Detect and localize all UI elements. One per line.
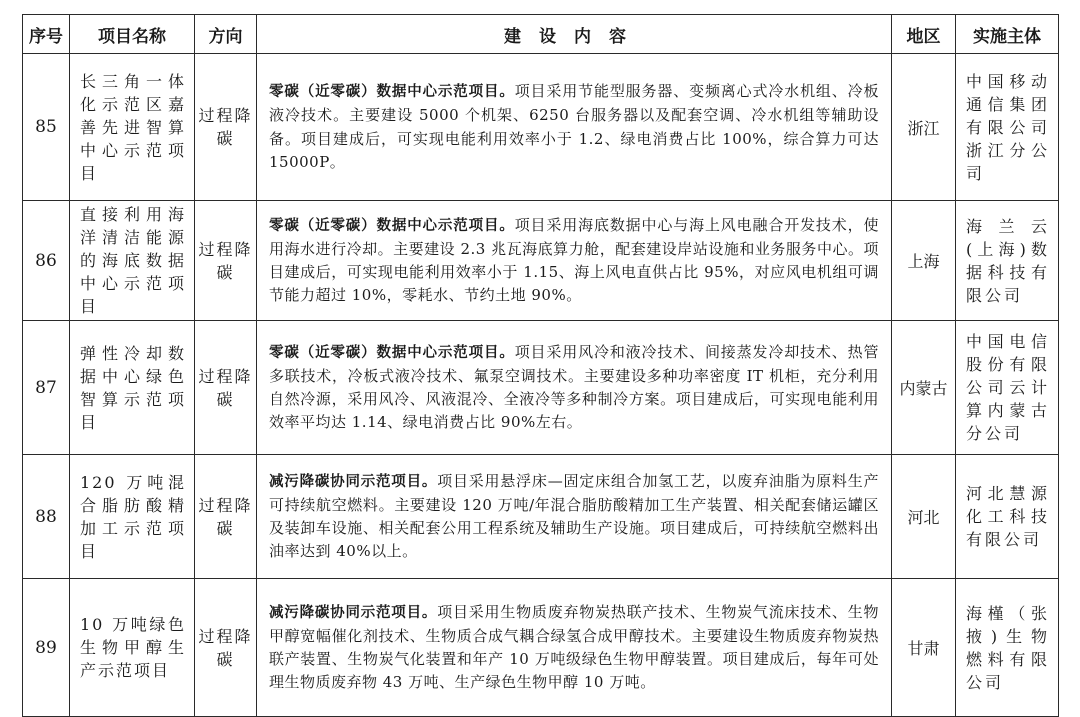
- row-entity: 中国电信股份有限公司云计算内蒙古分公司: [956, 321, 1059, 455]
- row-region: 上海: [892, 201, 956, 321]
- content-lead: 零碳（近零碳）数据中心示范项目。: [269, 344, 515, 361]
- table-row: [23, 579, 1059, 717]
- header-content: 建设内容: [257, 15, 892, 54]
- content-body: 项目采用节能型服务器、变频离心式冷水机组、冷板液冷技术。主要建设 5000 个机架、6250 台服务器以及配套空调、冷水机组等辅助设备。项目建成后，可实现电能利用效率小于 1.2、绿电消费占比 100%，综合算力可达 15000P。: [269, 82, 879, 171]
- table-row: [23, 321, 1059, 455]
- content-body: 项目采用悬浮床—固定床组合加氢工艺，以废弃油脂为原料生产可持续航空燃料。主要建设 120 万吨/年混合脂肪酸精加工生产装置、相关配套储运罐区及装卸车设施、相关配套公用工程系统及辅助生产设施。项目建成后，可持续航空燃料出油率达到 40%以上。: [269, 471, 879, 561]
- content-body: 项目采用风冷和液冷技术、间接蒸发冷却技术、热管多联技术，冷板式液冷技术、氟泵空调技术。主要建设多种功率密度 IT 机柜，充分利用自然冷源，采用风冷、风液混冷、全液冷等多种制冷方案。项目建成后，可实现电能利用效率平均达 1.14、绿电消费占比 90%左右。: [269, 342, 879, 432]
- content-body: 项目采用生物质废弃物炭热联产技术、生物炭气流床技术、生物甲醇宽幅催化剂技术、生物质合成气耦合绿氢合成甲醇技术。主要建设生物质废弃物炭热联产装置、生物炭气化装置和年产 10 万吨级绿色生物甲醇装置。项目建成后，每年可处理生物质废弃物 43 万吨、生产绿色生物甲醇 10 万吨。: [269, 602, 879, 692]
- content-lead: 减污降碳协同示范项目。: [269, 604, 438, 621]
- row-seq: 86: [23, 201, 70, 321]
- row-project-name: 长三角一体化示范区嘉善先进智算中心示范项目: [70, 54, 195, 201]
- row-region: 浙江: [892, 54, 956, 201]
- content-lead: 零碳（近零碳）数据中心示范项目。: [269, 84, 515, 101]
- row-entity: 海兰云(上海)数据科技有限公司: [956, 201, 1059, 321]
- row-seq: 88: [23, 455, 70, 579]
- header-region: 地区: [892, 15, 956, 54]
- row-region: 内蒙古: [892, 321, 956, 455]
- row-seq: 85: [23, 54, 70, 201]
- row-region: 甘肃: [892, 579, 956, 717]
- content-lead: 零碳（近零碳）数据中心示范项目。: [269, 217, 515, 234]
- row-content: [257, 579, 892, 717]
- project-table-wrapper: [22, 14, 1058, 717]
- header-direction: 方向: [195, 15, 257, 54]
- row-entity: 中国移动通信集团有限公司浙江分公司: [956, 54, 1059, 201]
- row-content: [257, 321, 892, 455]
- row-project-name: 直接利用海洋清洁能源的海底数据中心示范项目: [70, 201, 195, 321]
- row-entity: 海槿（张掖)生物燃料有限公司: [956, 579, 1059, 717]
- row-direction: 过程降碳: [195, 455, 257, 579]
- row-direction: 过程降碳: [195, 579, 257, 717]
- row-entity: 河北慧源化工科技有限公司: [956, 455, 1059, 579]
- row-project-name: 10 万吨绿色生物甲醇生产示范项目: [70, 579, 195, 717]
- row-project-name: 120 万吨混合脂肪酸精加工示范项目: [70, 455, 195, 579]
- row-content: [257, 54, 892, 201]
- row-direction: 过程降碳: [195, 201, 257, 321]
- row-project-name: 弹性冷却数据中心绿色智算示范项目: [70, 321, 195, 455]
- row-content: [257, 455, 892, 579]
- project-table: [22, 14, 1059, 717]
- row-seq: 89: [23, 579, 70, 717]
- header-seq: 序号: [23, 15, 70, 54]
- row-seq: 87: [23, 321, 70, 455]
- row-direction: 过程降碳: [195, 321, 257, 455]
- row-content: [257, 201, 892, 321]
- content-lead: 减污降碳协同示范项目。: [269, 473, 438, 490]
- table-header-row: [23, 15, 1059, 54]
- table-row: [23, 455, 1059, 579]
- row-direction: 过程降碳: [195, 54, 257, 201]
- content-body: 项目采用海底数据中心与海上风电融合开发技术，使用海水进行冷却。主要建设 2.3 兆瓦海底算力舱，配套建设岸站设施和业务服务中心。项目建成后，可实现电能利用效率小于 1.15、海上风电直供占比 95%，对应风电机组可调节能力超过 10%，零耗水、节约土地 90%。: [269, 215, 879, 305]
- header-entity: 实施主体: [956, 15, 1059, 54]
- table-row: [23, 54, 1059, 201]
- table-row: [23, 201, 1059, 321]
- header-name: 项目名称: [70, 15, 195, 54]
- row-region: 河北: [892, 455, 956, 579]
